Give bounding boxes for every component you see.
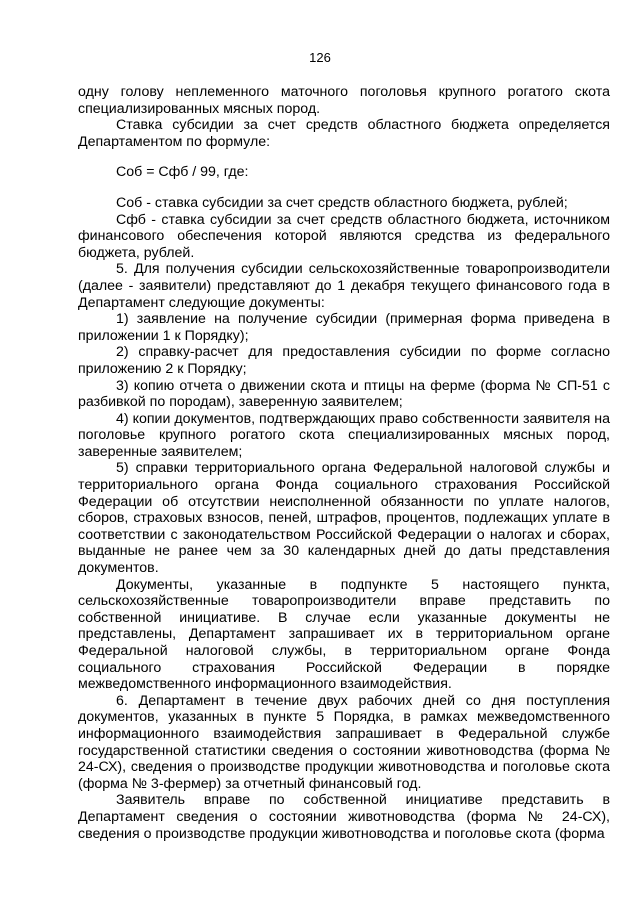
paragraph-4: Сфб - ставка субсидии за счет средств областного бюджета, источником финансового обеспечения которой являются средства из федерального бюджета, рублей. bbox=[78, 211, 610, 261]
list-item-2: 2) справку-расчет для предоставления субсидии по форме согласно приложению 2 к Порядку; bbox=[78, 344, 610, 377]
formula-line: Соб = Сфб / 99, где: bbox=[116, 164, 249, 181]
document-body bbox=[78, 84, 610, 842]
paragraph-7: 6. Департамент в течение двух рабочих дней со дня поступления документов, указанных в пункте 5 Порядка, в рамках межведомственного информационного взаимодействия запрашивает в Федеральной службе государственной статистики сведения о состоянии животноводства (форма № 24-СХ), сведения о производстве продукции животноводства и поголовье скота (форма № 3-фермер) за отчетный финансовый год. bbox=[78, 692, 610, 792]
paragraph-8: Заявитель вправе по собственной инициативе представить в Департамент сведения о состоянии животноводства (форма № 24-СХ), сведения о производстве продукции животноводства и поголовье скота (форма bbox=[78, 792, 610, 842]
list-item-1: 1) заявление на получение субсидии (примерная форма приведена в приложении 1 к Порядку); bbox=[78, 311, 610, 344]
paragraph-2: Ставка субсидии за счет средств областного бюджета определяется Департаментом по формуле: bbox=[78, 117, 610, 150]
paragraph-1: одну голову неплеменного маточного поголовья крупного рогатого скота специализированных мясных пород. bbox=[78, 84, 610, 117]
list-item-5: 5) справки территориального органа Федеральной налоговой службы и территориального органа Фонда социального страхования Российской Федерации об отсутствии неисполненной обязанности по уплате налогов, сборов, страховых взносов, пеней, штрафов, процентов, подлежащих уплате в соответствии с законодательством Российской Федерации о налогах и сборах, выданные не ранее чем за 30 календарных дней до даты представления документов. bbox=[78, 460, 610, 577]
page-number: 126 bbox=[309, 50, 331, 65]
list-item-3: 3) копию отчета о движении скота и птицы на ферме (форма № СП-51 с разбивкой по породам), заверенную заявителем; bbox=[78, 377, 610, 411]
list-item-4: 4) копии документов, подтверждающих право собственности заявителя на поголовье крупного рогатого скота специализированных мясных пород, заверенные заявителем; bbox=[78, 410, 610, 460]
paragraph-5: 5. Для получения субсидии сельскохозяйственные товаропроизводители (далее - заявители) представляют до 1 декабря текущего финансового года в Департамент следующие документы: bbox=[78, 261, 610, 311]
paragraph-6: Документы, указанные в подпункте 5 настоящего пункта, сельскохозяйственные товаропроизводители вправе представить по собственной инициативе. В случае если указанные документы не представлены, Департамент запрашивает их в территориальном органе Федеральной налоговой службы, в территориальном органе Фонда социального страхования Российской Федерации в порядке межведомственного информационного взаимодействия. bbox=[78, 576, 610, 693]
paragraph-3: Соб - ставка субсидии за счет средств областного бюджета, рублей; bbox=[116, 194, 568, 211]
